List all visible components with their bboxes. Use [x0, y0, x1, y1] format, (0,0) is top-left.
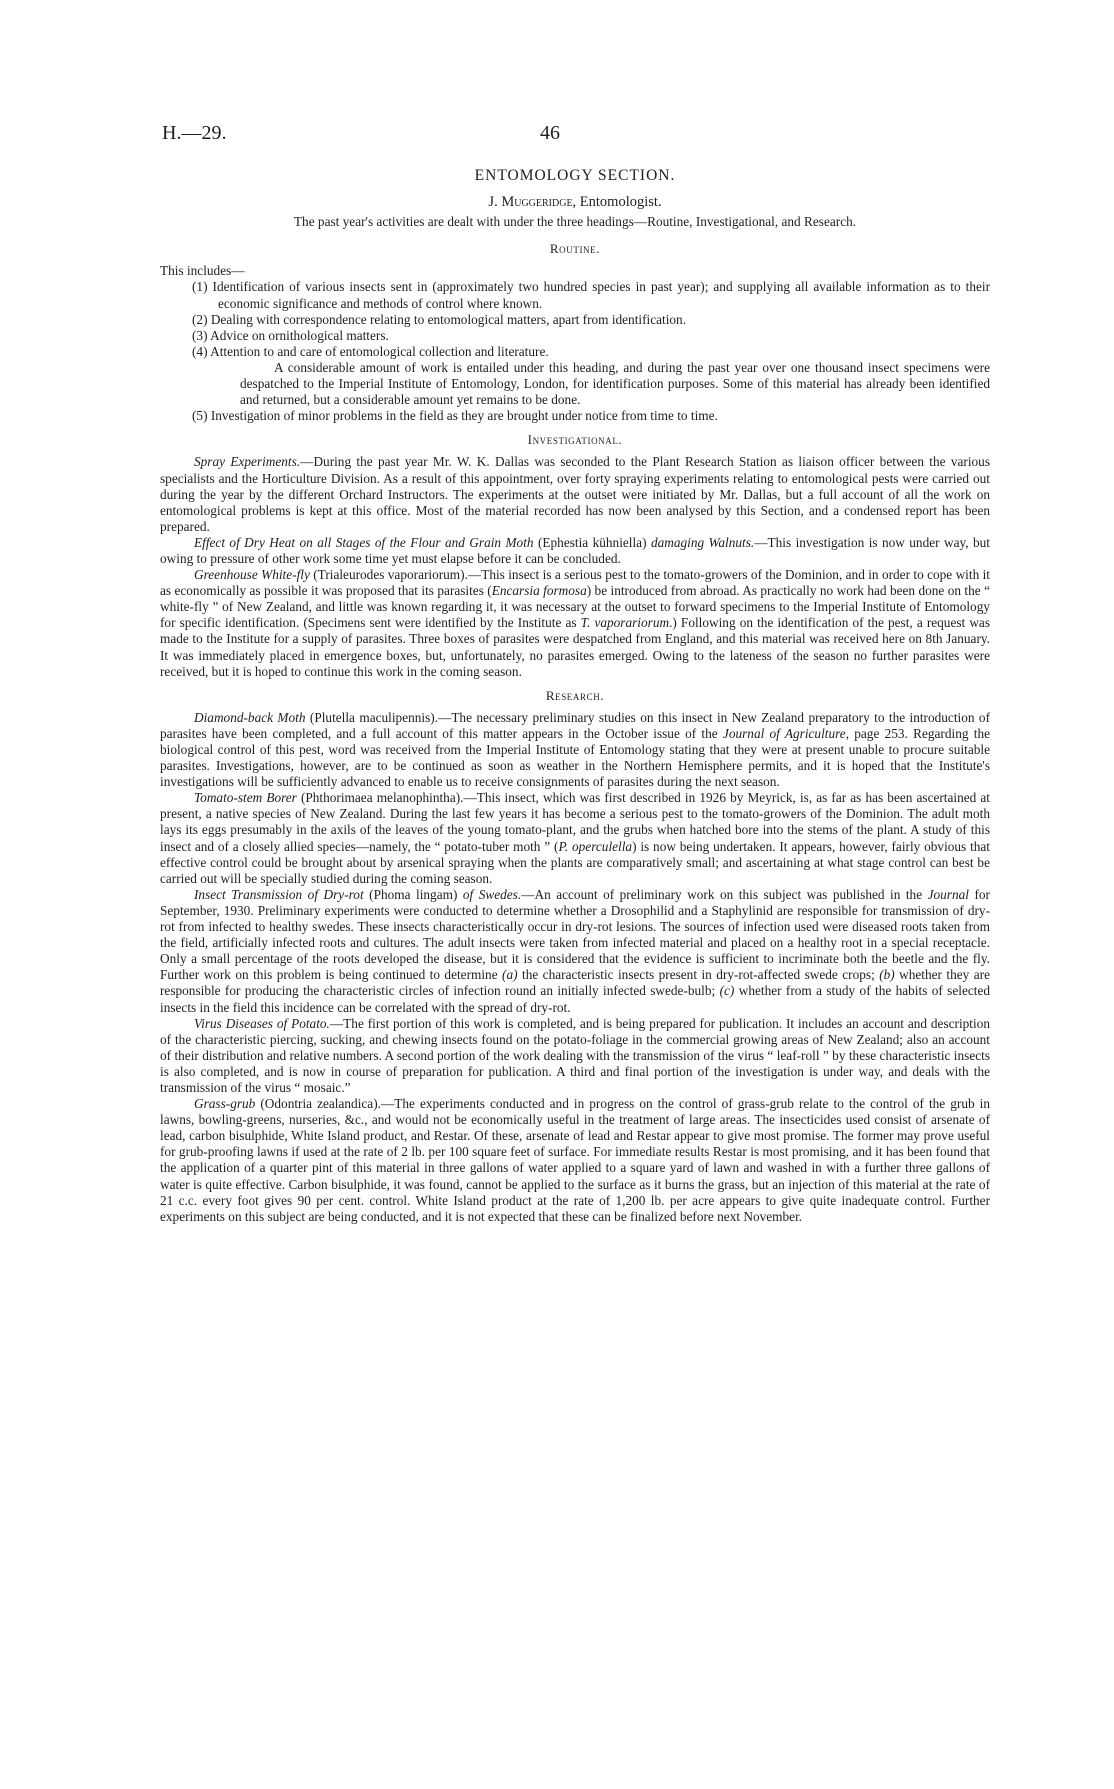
- stem-borer-paragraph: [160, 790, 990, 887]
- dry-heat-title-2: damaging Walnuts.: [650, 534, 755, 550]
- routine-list: [192, 279, 990, 359]
- spray-text: —During the past year Mr. W. K. Dallas was seconded to the Plant Research Station as liaison officer between the various specialists and the Horticulture Division. As a result of this appointment, over forty spraying experiments relating to entomological pests were carried out during the year by the different Orchard Instructors. The experiments at the outset were initiated by Mr. Dallas, but a full account of all the work on entomological problems is kept at this office. Most of the material recorded has now been analysed by this Section, and a condensed report has been prepared.: [160, 454, 990, 534]
- white-fly-text-2: ) be introduced from abroad. As practically no work had been done on the “ white-fly ” of New Zealand, and little was known regarding it, it was necessary at the outset to forward specimens to the Imperial Institute of Entomology for specific identification. (Specimens sent were identified by the Institute as: [160, 583, 990, 631]
- white-fly-species: (Trialeurodes vaporariorum).: [309, 567, 468, 583]
- stem-borer-species: (Phthorimaea melanophintha).: [296, 790, 464, 806]
- diamond-back-species: (Plutella maculipennis).: [305, 709, 439, 725]
- routine-item: (5) Investigation of minor problems in the field as they are brought under notice from time to time.: [192, 408, 718, 424]
- dry-rot-a: (a): [502, 967, 518, 983]
- spray-title: Spray Experiments.: [194, 454, 301, 470]
- grass-grub-paragraph: [160, 1096, 990, 1225]
- document-body: [160, 168, 990, 1225]
- section-title: ENTOMOLOGY SECTION.: [474, 167, 676, 184]
- grass-grub-species: (Odontria zealandica).: [255, 1096, 381, 1112]
- diamond-back-title: Diamond-back Moth: [194, 709, 306, 725]
- diamond-back-journal: Journal of Agriculture: [722, 725, 846, 741]
- dry-rot-of: of Swedes.: [462, 886, 522, 902]
- intro-paragraph: The past year's activities are dealt with under the three headings—Routine, Investigational, and Research.: [293, 214, 857, 230]
- page-number: 46: [540, 122, 560, 144]
- dry-heat-paragraph: [160, 535, 990, 567]
- routine-note: A considerable amount of work is entailed under this heading, and during the past year over one thousand insect specimens were despatched to the Imperial Institute of Entomology, London, for identification purposes. Some of this material has already been identified and returned, but a considerable amount yet remains to be done.: [240, 359, 990, 408]
- stem-borer-text-2: ) is now being undertaken. It appears, however, fairly obvious that effective control could be brought about by arsenical spraying when the plants are comparatively small; and ascertaining at what stage control can best be carried out will be specially studied during the coming season.: [160, 838, 991, 886]
- dry-heat-species: (Ephestia kühniella): [533, 534, 651, 550]
- white-fly-title: Greenhouse White-fly: [194, 567, 310, 583]
- dry-rot-text-1: —An account of preliminary work on this subject was published in the: [521, 886, 928, 902]
- dry-rot-species: (Phoma lingam): [363, 886, 463, 902]
- routine-item: (2) Dealing with correspondence relating to entomological matters, apart from identification.: [192, 311, 687, 327]
- dry-rot-paragraph: [160, 887, 990, 1016]
- virus-paragraph: [160, 1016, 990, 1096]
- author-name: Muggeridge: [501, 194, 573, 211]
- dry-rot-text-4: whether they are responsible for producing the characteristic circles of infection round an initially infected swede-bulb;: [160, 967, 990, 999]
- dry-rot-c: (c): [719, 983, 735, 999]
- routine-lead: This includes—: [160, 263, 245, 279]
- white-fly-text-3: .) Following on the identification of the pest, a request was made to the Institute for a supply of parasites. Three boxes of parasites were despatched from England, and this material was received here on 8th January. It was immediately placed in emergence boxes, but, unfortunately, no parasites emerged. Owing to the lateness of the season no further parasites were received, but it is hoped to continue this work in the coming season.: [160, 615, 990, 679]
- dry-rot-b: (b): [879, 967, 895, 983]
- routine-item: (1) Identification of various insects sent in (approximately two hundred species in past year); and supplying all available information as to their economic significance and methods of control where known.: [192, 279, 990, 311]
- document-reference: H.—29.: [162, 122, 227, 144]
- stem-borer-allied: P. operculella: [558, 838, 633, 854]
- investigational-heading: Investigational.: [527, 432, 623, 448]
- stem-borer-title: Tomato-stem Borer: [194, 790, 297, 806]
- white-fly-species-italic: T. vaporariorum: [580, 615, 670, 631]
- diamond-back-text-2: , page 253. Regarding the biological control of this pest, word was received from the Imperial Institute of Entomology stating that they were at present unable to procure suitable parasites. Investigations, however, are to be continued as soon as weather in the Northern Hemisphere permits, and it is hoped that the Institute's investigations will be sufficiently advanced to enable us to receive consignments of parasites during the next season.: [160, 725, 990, 790]
- diamond-back-text-1: —The necessary preliminary studies on this insect in New Zealand preparatory to the introduction of parasites have been completed, and a full account of this matter appears in the October issue of the: [160, 709, 990, 741]
- white-fly-text-1: —This insect is a serious pest to the tomato-growers of the Dominion, and in order to cope with it as economically as possible it was proposed that its parasites (: [160, 567, 990, 599]
- dry-rot-text-3: the characteristic insects present in dry-rot-affected swede crops;: [517, 967, 880, 983]
- routine-heading: Routine.: [549, 241, 601, 257]
- dry-rot-title: Insect Transmission of Dry-rot: [194, 886, 364, 902]
- research-heading: Research.: [545, 687, 605, 703]
- dry-rot-journal: Journal: [927, 886, 969, 902]
- dry-rot-text-5: whether from a study of the habits of selected insects in the field this incidence can be correlated with the spread of dry-rot.: [160, 983, 990, 1015]
- author-role: , Entomologist.: [572, 194, 662, 211]
- dry-rot-text-2: for September, 1930. Preliminary experiments were conducted to determine whether a Drosophilid and a Staphylinid are responsible for transmission of dry-rot from infected to healthy swedes. These insects characteristically occur in dry-rot lesions. The sources of infection used were diseased roots taken from the field, artificially infected roots and cultures. The adult insects were taken from infected material and placed on a healthy root in a special receptacle. Only a small percentage of the roots developed the disease, but it is considered that the evidence is sufficient to incriminate both the beetle and the fly. Further work on this problem is being continued to determine: [160, 886, 990, 983]
- diamond-back-paragraph: [160, 710, 990, 790]
- routine-list-continued: [192, 408, 990, 424]
- author-initial: J.: [488, 194, 498, 211]
- dry-heat-text: —This investigation is now under way, but owing to pressure of other work some time yet must elapse before it can be concluded.: [160, 534, 990, 566]
- white-fly-paragraph: [160, 567, 990, 680]
- grass-grub-title: Grass-grub: [194, 1096, 256, 1112]
- grass-grub-text: —The experiments conducted and in progress on the control of grass-grub relate to the control of the grub in lawns, bowling-greens, nurseries, &c., and would not be economically useful in the treatment of large areas. The insecticides used consist of arsenate of lead, carbon bisulphide, White Island product, and Restar. Of these, arsenate of lead and Restar appear to give most promise. The former may prove useful for grub-proofing lawns if used at the rate of 2 lb. per 100 square feet of surface. For immediate results Restar is most promising, and it has been found that the application of a quarter pint of this material in three gallons of water applied to a square yard of lawn and washed in with a further three gallons of water is quite effective. Carbon bisulphide, it was found, cannot be applied to the surface as it burns the grass, but an injection of this material at the rate of 21 c.c. every foot gives 90 per cent. control. White Island product at the rate of 1,200 lb. per acre appears to give quite inadequate control. Further experiments on this subject are being conducted, and it is not expected that these can be finalized before next November.: [160, 1096, 990, 1224]
- dry-heat-title: Effect of Dry Heat on all Stages of the Flour and Grain Moth: [194, 534, 534, 550]
- stem-borer-text-1: —This insect, which was first described in 1926 by Meyrick, is, as far as has been ascertained at present, a native species of New Zealand. During the last few years it has become a serious pest to the tomato-growers of the Dominion. The adult moth lays its eggs presumably in the axils of the leaves of the young tomato-plant, and the grubs when hatched bore into the stems of the plant. A study of this insect and of a closely allied species—namely, the “ potato-tuber moth ” (: [160, 790, 990, 854]
- author-line: [160, 194, 990, 210]
- routine-item: (4) Attention to and care of entomological collection and literature.: [192, 343, 549, 359]
- white-fly-parasite: Encarsia formosa: [491, 583, 587, 599]
- virus-text: —The first portion of this work is completed, and is being prepared for publication. It includes an account and description of the characteristic piercing, sucking, and chewing insects found on the potato-foliage in the commercial growing areas of New Zealand; also an account of their distribution and relative numbers. A second portion of the work dealing with the transmission of the virus “ leaf-roll ” by these characteristic insects is also completed, and is now in course of preparation for publication. A third and final portion of the investigation is under way, and deals with the transmission of the virus “ mosaic.”: [160, 1015, 990, 1095]
- routine-item: (3) Advice on ornithological matters.: [192, 327, 389, 343]
- virus-title: Virus Diseases of Potato.: [194, 1015, 330, 1031]
- spray-paragraph: [160, 454, 990, 534]
